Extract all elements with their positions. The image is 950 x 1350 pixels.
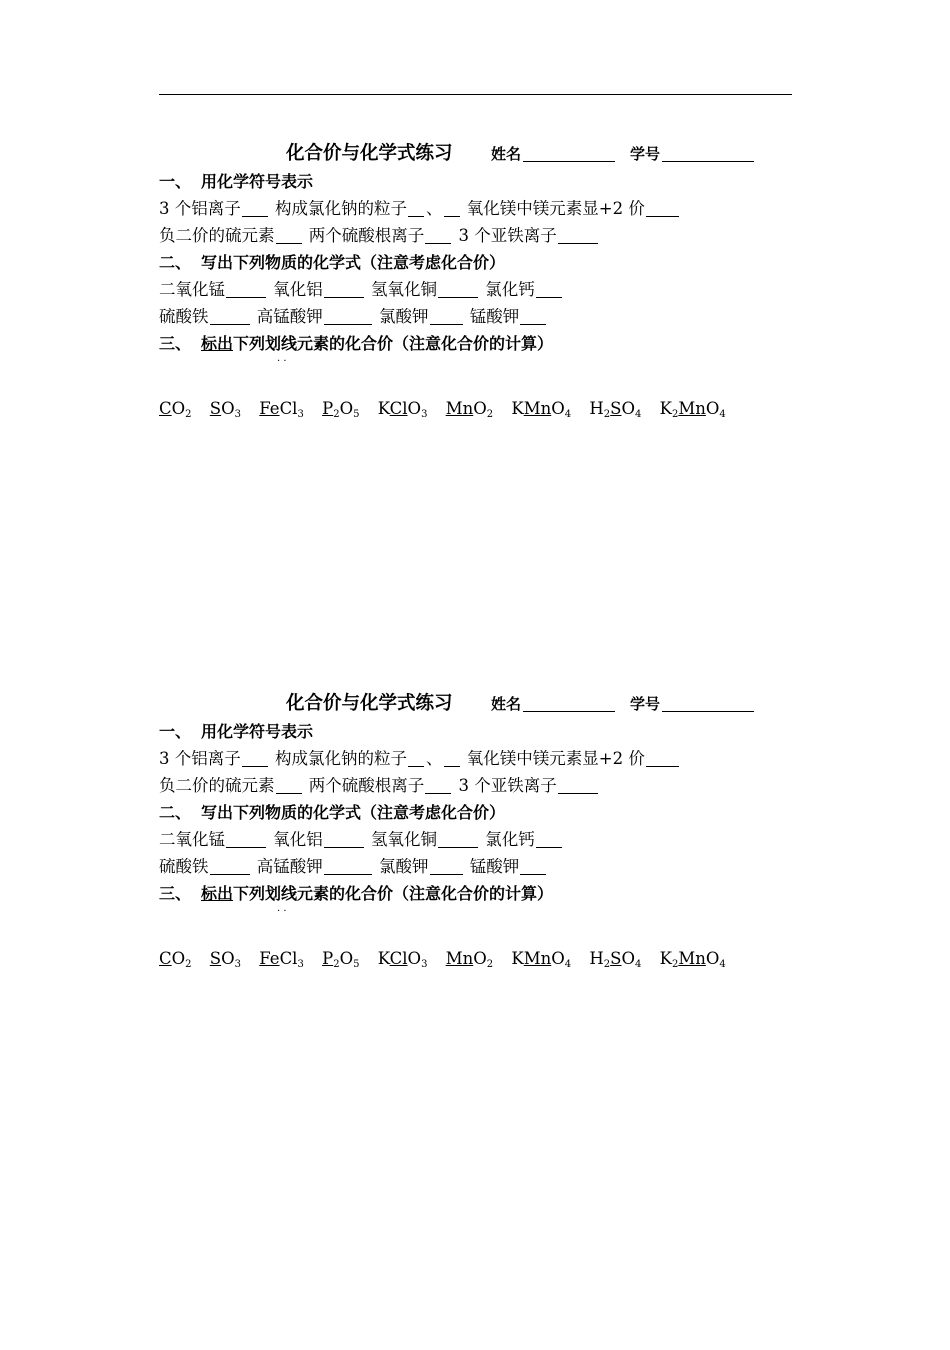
prompt: 氯化钙	[485, 830, 535, 849]
prompt: 硫酸铁	[159, 857, 209, 876]
prompt: 硫酸铁	[159, 307, 209, 326]
formula-mno2: MnO$_2$	[445, 949, 494, 970]
formula-fecl3: FeCl$_3$	[259, 399, 304, 420]
separator: 、	[426, 199, 443, 218]
prompt: 氧化铝	[273, 280, 323, 299]
emphasis-dots	[159, 357, 799, 371]
answer-blank[interactable]	[536, 281, 562, 298]
emphasis-dot: · ·	[277, 906, 287, 917]
section-label: 下列划线元素的化合价（注意化合价的计算）	[233, 334, 554, 353]
section-label: 下列划线元素的化合价（注意化合价的计算）	[233, 884, 554, 903]
prompt: 二氧化锰	[159, 280, 225, 299]
answer-blank[interactable]	[444, 750, 460, 767]
answer-blank[interactable]	[226, 281, 266, 298]
title-row	[159, 690, 799, 718]
formula-p2o5: $P_2O_5$	[322, 399, 360, 420]
section-2-heading	[159, 249, 799, 276]
formula-k2mno4: $K_2MnO_4$	[659, 949, 726, 970]
top-rule	[159, 94, 792, 95]
name-label: 姓名	[491, 695, 522, 713]
section-label: 用化学符号表示	[201, 172, 314, 191]
question-line-2	[159, 222, 799, 249]
name-blank[interactable]	[523, 145, 615, 162]
formula-kclo3: KClO$_3$	[377, 949, 428, 970]
student-number-label: 学号	[630, 695, 661, 713]
answer-blank[interactable]	[276, 777, 302, 794]
formula-co2: $CO_2$	[159, 949, 192, 970]
name-label: 姓名	[491, 145, 522, 163]
formula-list	[159, 395, 799, 423]
question-line-3	[159, 826, 799, 853]
answer-blank[interactable]	[438, 281, 478, 298]
answer-blank[interactable]	[425, 777, 451, 794]
page-title: 化合价与化学式练习	[286, 693, 453, 714]
formula-mno2: MnO$_2$	[445, 399, 494, 420]
answer-blank[interactable]	[324, 831, 364, 848]
section-number: 二、	[159, 253, 192, 272]
prompt: 3 个亚铁离子	[458, 776, 557, 795]
answer-blank[interactable]	[324, 858, 372, 875]
student-number-field	[630, 690, 754, 718]
answer-blank[interactable]	[558, 227, 598, 244]
formula-so3: $SO_3$	[209, 399, 241, 420]
formula-kmno4: KMnO$_4$	[511, 399, 572, 420]
section-2-heading	[159, 799, 799, 826]
question-line-1	[159, 745, 799, 772]
formula-p2o5: $P_2O_5$	[322, 949, 360, 970]
answer-blank[interactable]	[520, 858, 546, 875]
question-line-1	[159, 195, 799, 222]
prompt: 锰酸钾	[469, 857, 520, 876]
answer-blank[interactable]	[276, 227, 302, 244]
formula-kclo3: KClO$_3$	[377, 399, 428, 420]
formula-so3: $SO_3$	[209, 949, 241, 970]
student-number-blank[interactable]	[662, 695, 754, 712]
prompt: 负二价的硫元素	[159, 226, 275, 245]
prompt: 氢氧化铜	[371, 280, 437, 299]
formula-fecl3: FeCl$_3$	[259, 949, 304, 970]
answer-blank[interactable]	[520, 308, 546, 325]
section-number: 三、	[159, 334, 192, 353]
prompt: 锰酸钾	[469, 307, 520, 326]
prompt: 二氧化锰	[159, 830, 225, 849]
section-label-underlined: 标出	[201, 884, 234, 903]
answer-blank[interactable]	[210, 858, 250, 875]
answer-blank[interactable]	[242, 750, 268, 767]
question-line-3	[159, 276, 799, 303]
section-label: 用化学符号表示	[201, 722, 314, 741]
worksheet-1	[159, 140, 799, 423]
separator: 、	[426, 749, 443, 768]
formula-list	[159, 945, 799, 973]
answer-blank[interactable]	[408, 200, 424, 217]
section-3-heading	[159, 330, 799, 357]
answer-blank[interactable]	[242, 200, 268, 217]
answer-blank[interactable]	[438, 831, 478, 848]
student-number-blank[interactable]	[662, 145, 754, 162]
prompt: 3 个铝离子	[159, 199, 241, 218]
prompt: 构成氯化钠的粒子	[275, 749, 407, 768]
emphasis-dot: · ·	[277, 356, 287, 367]
section-1-heading	[159, 168, 799, 195]
section-number: 三、	[159, 884, 192, 903]
formula-co2: $CO_2$	[159, 399, 192, 420]
name-field	[491, 140, 615, 168]
prompt: 氯化钙	[485, 280, 535, 299]
prompt: 高锰酸钾	[256, 857, 323, 876]
section-number: 一、	[159, 172, 192, 191]
name-blank[interactable]	[523, 695, 615, 712]
formula-kmno4: KMnO$_4$	[511, 949, 572, 970]
section-label: 写出下列物质的化学式（注意考虑化合价）	[201, 803, 506, 822]
question-line-4	[159, 853, 799, 880]
prompt: 氧化镁中镁元素显+2 价	[466, 199, 645, 218]
title-row	[159, 140, 799, 168]
prompt: 两个硫酸根离子	[308, 776, 425, 795]
student-number-label: 学号	[630, 145, 661, 163]
prompt: 氧化镁中镁元素显+2 价	[466, 749, 645, 768]
student-number-field	[630, 140, 754, 168]
section-1-heading	[159, 718, 799, 745]
prompt: 3 个铝离子	[159, 749, 241, 768]
answer-blank[interactable]	[226, 831, 266, 848]
page-title: 化合价与化学式练习	[286, 143, 453, 164]
answer-blank[interactable]	[430, 858, 463, 875]
answer-blank[interactable]	[646, 200, 679, 217]
formula-h2so4: $H_2SO_4$	[589, 949, 642, 970]
prompt: 构成氯化钠的粒子	[275, 199, 407, 218]
answer-blank[interactable]	[430, 308, 463, 325]
question-line-2	[159, 772, 799, 799]
prompt: 高锰酸钾	[256, 307, 323, 326]
prompt: 氢氧化铜	[371, 830, 437, 849]
answer-blank[interactable]	[536, 831, 562, 848]
section-label: 写出下列物质的化学式（注意考虑化合价）	[201, 253, 506, 272]
prompt: 两个硫酸根离子	[308, 226, 425, 245]
answer-blank[interactable]	[210, 308, 250, 325]
answer-blank[interactable]	[408, 750, 424, 767]
prompt: 氧化铝	[273, 830, 323, 849]
answer-blank[interactable]	[324, 281, 364, 298]
formula-h2so4: $H_2SO_4$	[589, 399, 642, 420]
section-label-underlined: 标出	[201, 334, 234, 353]
prompt: 氯酸钾	[379, 307, 429, 326]
prompt: 氯酸钾	[379, 857, 429, 876]
formula-k2mno4: $K_2MnO_4$	[659, 399, 726, 420]
prompt: 3 个亚铁离子	[458, 226, 557, 245]
prompt: 负二价的硫元素	[159, 776, 275, 795]
answer-blank[interactable]	[558, 777, 598, 794]
answer-blank[interactable]	[646, 750, 679, 767]
answer-blank[interactable]	[444, 200, 460, 217]
question-line-4	[159, 303, 799, 330]
answer-blank[interactable]	[324, 308, 372, 325]
section-number: 二、	[159, 803, 192, 822]
section-3-heading	[159, 880, 799, 907]
section-number: 一、	[159, 722, 192, 741]
answer-blank[interactable]	[425, 227, 451, 244]
name-field	[491, 690, 615, 718]
worksheet-2	[159, 690, 799, 973]
emphasis-dots	[159, 907, 799, 921]
